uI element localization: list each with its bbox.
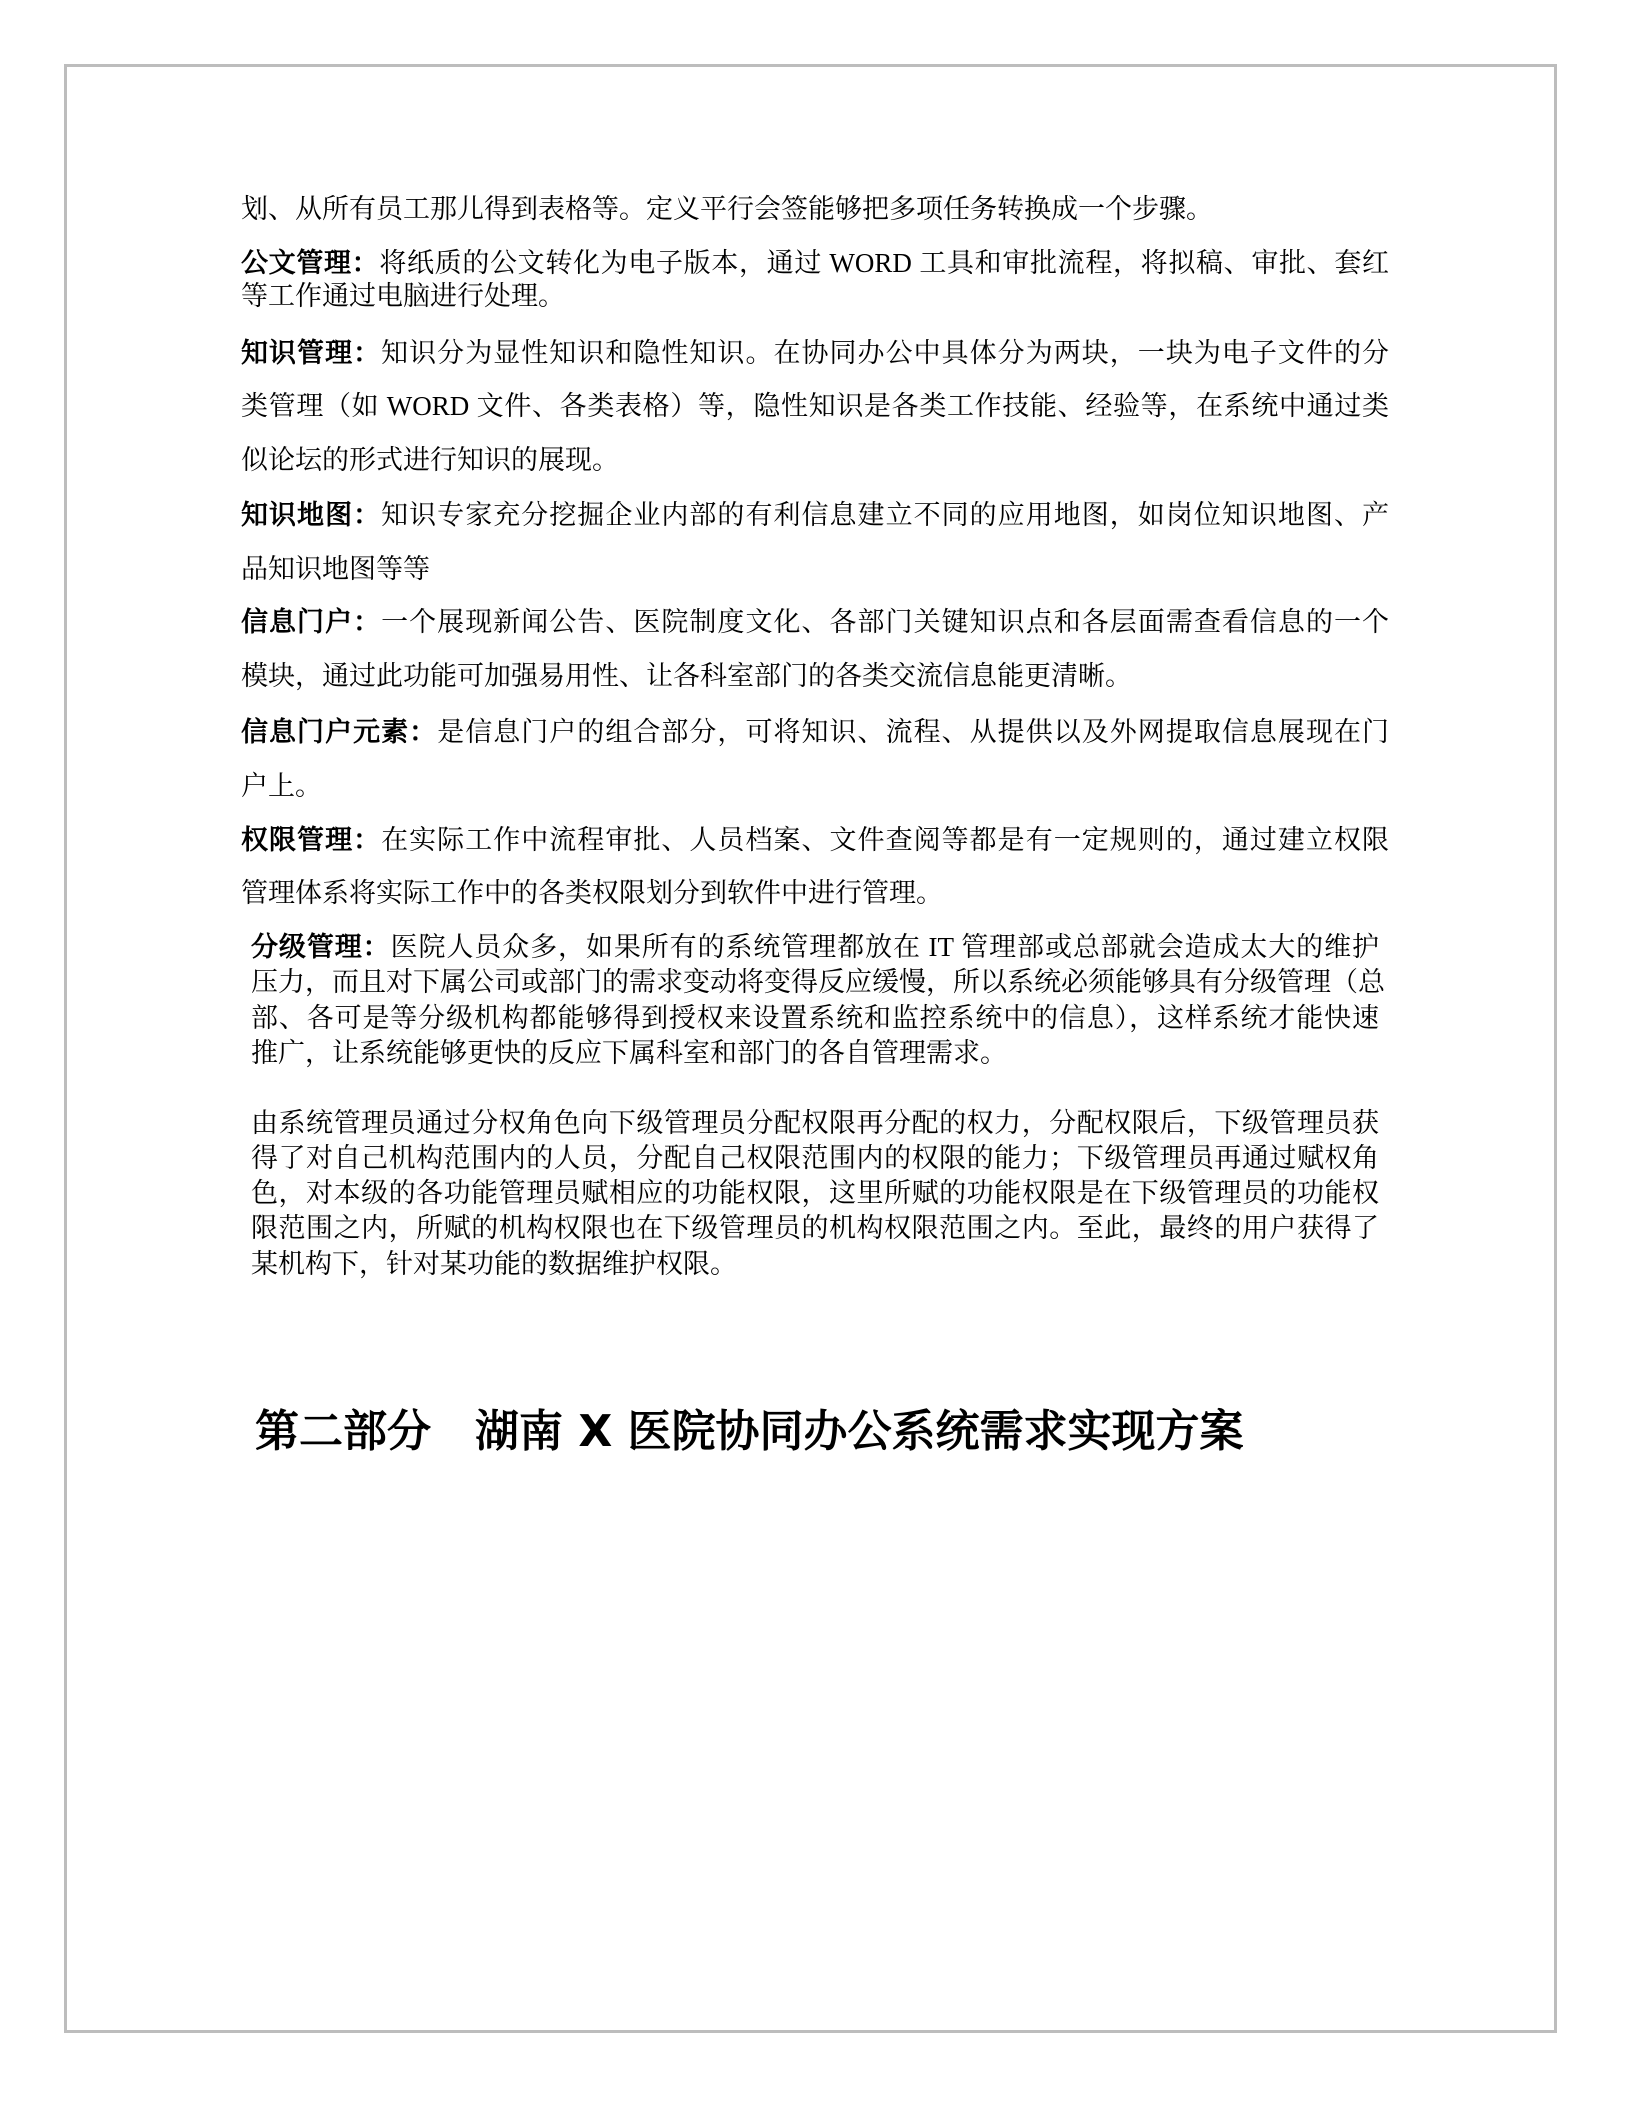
paragraph-line — [241, 715, 1389, 749]
line-text: 推广，让系统能够更快的反应下属科室和部门的各自管理需求。 — [251, 1038, 1007, 1068]
line-text: 模块，通过此功能可加强易用性、让各科室部门的各类交流信息能更清晰。 — [241, 661, 1132, 691]
paragraph-line — [251, 1106, 1379, 1140]
line-text: 类管理（如 WORD 文件、各类表格）等，隐性知识是各类工作技能、经验等，在系统中通过类 — [241, 391, 1389, 421]
paragraph-line — [241, 498, 1389, 532]
term-label: 分级管理： — [251, 932, 391, 963]
line-text: 医院人员众多，如果所有的系统管理都放在 IT 管理部或总部就会造成太大的维护 — [390, 932, 1379, 962]
line-text: 划、从所有员工那儿得到表格等。定义平行会签能够把多项任务转换成一个步骤。 — [241, 194, 1213, 224]
line-text: 户上。 — [241, 771, 322, 801]
paragraph-line — [241, 389, 1389, 423]
paragraph-line — [241, 605, 1389, 639]
line-text: 品知识地图等等 — [241, 554, 430, 584]
line-text: 由系统管理员通过分权角色向下级管理员分配权限再分配的权力，分配权限后，下级管理员获 — [251, 1108, 1379, 1138]
paragraph-line — [241, 659, 1389, 693]
line-text: 压力，而且对下属公司或部门的需求变动将变得反应缓慢，所以系统必须能够具有分级管理（总 — [251, 967, 1385, 997]
section-heading: 第二部分 湖南 X 医院协同办公系统需求实现方案 — [255, 1406, 1244, 1457]
term-label: 知识管理： — [241, 338, 382, 369]
paragraph-line — [241, 443, 1389, 477]
line-text: 似论坛的形式进行知识的展现。 — [241, 445, 619, 475]
paragraph-line — [241, 279, 1389, 313]
line-text: 色，对本级的各功能管理员赋相应的功能权限，这里所赋的功能权限是在下级管理员的功能权 — [251, 1178, 1379, 1208]
paragraph-line — [251, 1247, 1379, 1281]
line-text: 等工作通过电脑进行处理。 — [241, 281, 565, 311]
paragraph-line — [241, 823, 1389, 857]
paragraph-line — [241, 876, 1389, 910]
term-label: 信息门户元素： — [241, 717, 438, 748]
paragraph-line — [251, 1001, 1379, 1035]
paragraph-line — [241, 769, 1389, 803]
term-label: 信息门户： — [241, 607, 382, 638]
line-text: 限范围之内，所赋的机构权限也在下级管理员的机构权限范围之内。至此，最终的用户获得了 — [251, 1213, 1379, 1243]
paragraph-line — [241, 246, 1389, 280]
paragraph-line — [241, 192, 1389, 226]
paragraph-line — [251, 1211, 1379, 1245]
line-text: 是信息门户的组合部分，可将知识、流程、从提供以及外网提取信息展现在门 — [437, 717, 1390, 747]
paragraph-line — [241, 336, 1389, 370]
line-text: 将纸质的公文转化为电子版本，通过 WORD 工具和审批流程，将拟稿、审批、套红 — [379, 248, 1389, 278]
paragraph-line — [251, 930, 1379, 964]
line-text: 管理体系将实际工作中的各类权限划分到软件中进行管理。 — [241, 878, 943, 908]
line-text: 一个展现新闻公告、医院制度文化、各部门关键知识点和各层面需查看信息的一个 — [381, 607, 1389, 637]
line-text: 得了对自己机构范围内的人员，分配自己权限范围内的权限的能力；下级管理员再通过赋权角 — [251, 1143, 1379, 1173]
line-text: 知识专家充分挖掘企业内部的有利信息建立不同的应用地图，如岗位知识地图、产 — [381, 500, 1389, 530]
paragraph-line — [251, 965, 1385, 999]
line-text: 在实际工作中流程审批、人员档案、文件查阅等都是有一定规则的，通过建立权限 — [381, 825, 1389, 855]
term-label: 公文管理： — [241, 248, 380, 279]
paragraph-line — [251, 1176, 1379, 1210]
line-text: 某机构下，针对某功能的数据维护权限。 — [251, 1249, 737, 1279]
line-text: 知识分为显性知识和隐性知识。在协同办公中具体分为两块，一块为电子文件的分 — [381, 338, 1389, 368]
line-text: 部、各可是等分级机构都能够得到授权来设置系统和监控系统中的信息），这样系统才能快速 — [251, 1003, 1379, 1033]
paragraph-line — [251, 1036, 1379, 1070]
term-label: 知识地图： — [241, 500, 382, 531]
paragraph-line — [241, 552, 1389, 586]
paragraph-line — [251, 1141, 1379, 1175]
term-label: 权限管理： — [241, 825, 382, 856]
